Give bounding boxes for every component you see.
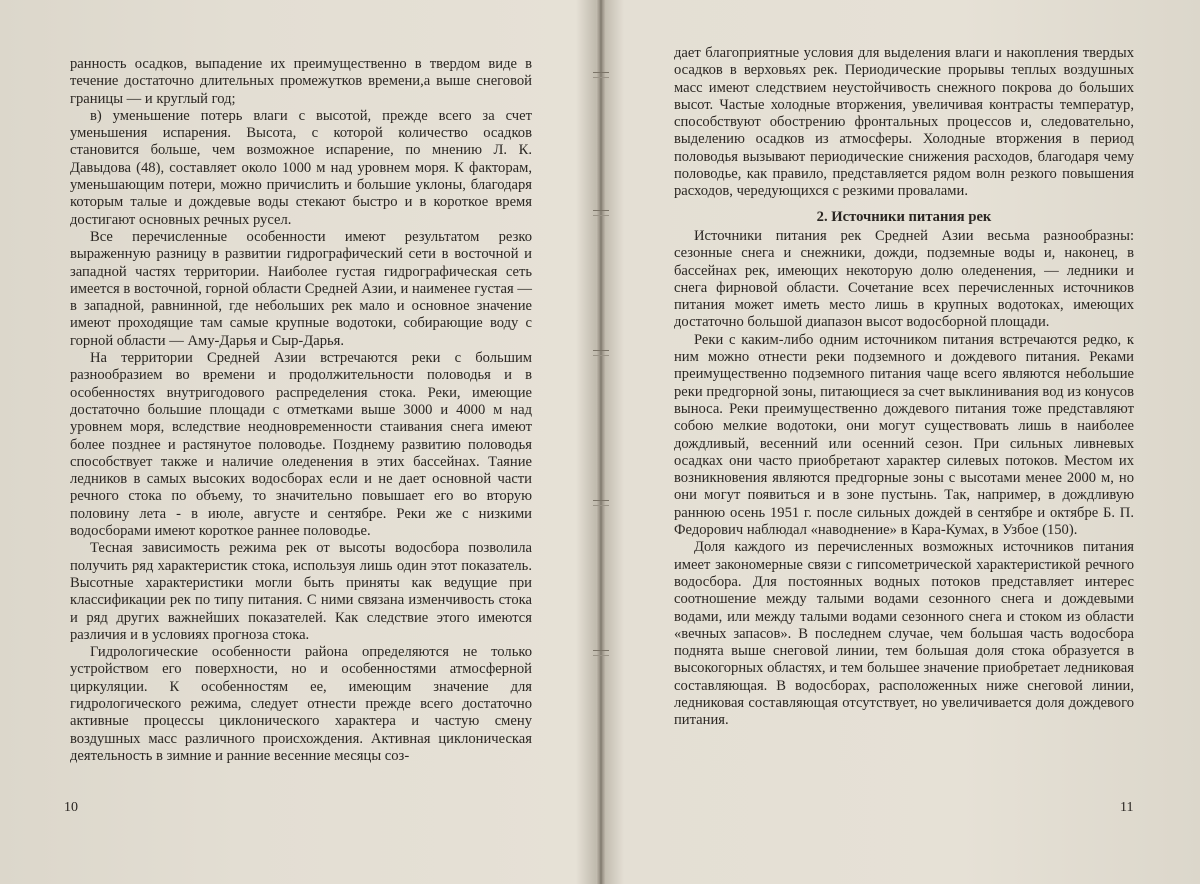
paragraph: в) уменьшение потерь влаги с высотой, прежде всего за счет уменьшения испарения. Высота, с которой количество осадков становится больше, чем возможное испарение, по мнению Л. К. Давыдова (48), составляет около 1000 м над уровнем моря. К факторам, уменьшающим потери, можно причислить и большие уклоны, благодаря которым талые и дождевые воды стекают быстро и в короткое время достигают основных речных русел.	[70, 107, 532, 228]
paragraph: дает благоприятные условия для выделения влаги и накопления твердых осадков в верховьях рек. Периодические прорывы теплых воздушных масс имеют следствием неустойчивость снежного покрова до больших высот. Частые холодные вторжения, увеличивая контрасты температур, способствуют обострению фронтальных процессов и, следовательно, выделению осадков из атмосферы. Холодные вторжения в период половодья вызывают периодические снижения расходов, благодаря чему половодье, как правило, представляется рядом волн резкого повышения расходов, чередующихся с резкими провалами.	[674, 45, 1134, 200]
page-number: 11	[1120, 800, 1134, 815]
left-page-text	[70, 56, 532, 765]
paragraph: Все перечисленные особенности имеют результатом резко выраженную разницу в развитии гидрографический сети в восточной и западной частях территории. Наиболее густая гидрографическая сеть имеется в восточной, горной области Средней Азии, и наименее густая — в западной, равнинной, где небольших рек мало и основное значение имеют проходящие там самые крупные водотоки, собирающие воду с горной области — Аму-Дарья и Сыр-Дарья.	[70, 228, 532, 349]
paragraph: Тесная зависимость режима рек от высоты водосбора позволила получить ряд характеристик стока, используя лишь один этот показатель. Высотные характеристики могли быть приняты как ведущие при классификации рек по типу питания. С ними связана изменчивость стока и ряд других важнейших показателей. Как следствие этого имеются различия и в условиях прогноза стока.	[70, 540, 532, 643]
paragraph: На территории Средней Азии встречаются реки с большим разнообразием во времени и продолжительности половодья и в особенностях внутригодового распределения стока. Реки, имеющие достаточно большие площади с отметками выше 3000 и 4000 м над уровнем моря, вследствие неодновременности стаивания снега имеют более позднее и растянутое половодье. Позднему развитию половодья способствует также и наличие оледенения в этих бассейнах. Таяние ледников в самых высоких водосборах если и не дает основной части речного стока по объему, то значительно повышает его во вторую половину лета - в июле, августе и сентябре. Реки же с низкими водосборами имеют короткое раннее половодье.	[70, 350, 532, 540]
paragraph: ранность осадков, выпадение их преимущественно в твердом виде в течение достаточно длительных промежутков времени,а выше снеговой границы — и круглый год;	[70, 56, 532, 107]
paragraph: Реки с каким-либо одним источником питания встречаются редко, к ним можно отнести реки подземного и дождевого питания. Реками преимущественно подземного питания чаще всего являются небольшие реки предгорной зоны, питающиеся за счет выклинивания вод из конусов выноса. Реки преимущественно дождевого питания тоже представляют собою мелкие водотоки, они могут существовать лишь в наиболее дождливый, весенний или осенний сезон. При сильных ливневых осадках они часто приобретают характер силевых потоков. Местом их возникновения являются предгорные зоны с высотами менее 2000 м, но они могут появиться и в зоне пустынь. Так, например, в дождливую раннюю осень 1951 г. после сильных дождей в сентябре и октябре Б. П. Федорович наблюдал «наводнение» в Кара-Кумах, в Узбое (150).	[674, 331, 1134, 539]
section-heading: 2. Источники питания рек	[816, 208, 992, 225]
paragraph: Гидрологические особенности района определяются не только устройством его поверхности, но и особенностями атмосферной циркуляции. К особенностям ее, имеющим значение для гидрологического режима, следует отнести прежде всего достаточно активные процессы циклонического характера и частую смену воздушных масс различного происхождения. Активная циклоническая деятельность в зимние и ранние весенние месяцы соз-	[70, 644, 532, 764]
page-number: 10	[64, 800, 78, 815]
right-page-text	[674, 45, 1134, 730]
paragraph: Источники питания рек Средней Азии весьма разнообразны: сезонные снега и снежники, дожди, подземные воды и, наконец, в бассейнах рек, имеющих некоторую долю оледенения, — ледники и снега фирновой области. Сочетание всех перечисленных источников питания может иметь место лишь в крупных водотоках, имеющих достаточно большой диапазон высот водосборной площади.	[674, 227, 1134, 331]
paragraph: Доля каждого из перечисленных возможных источников питания имеет закономерные связи с гипсометрической характеристикой речного водосбора. Для постоянных водных потоков представляет интерес соотношение между талыми водами сезонного снега и дождевыми водами, или между талыми водами сезонного снега и стоком из области «вечных запасов». В последнем случае, чем большая часть водосбора поднята выше снеговой линии, тем большая доля стока образуется в высокогорных областях, и тем большее значение приобретает ледниковая составляющая. В водосборах, расположенных ниже снеговой линии, ледниковая составляющая отсутствует, но увеличивается доля дождевого питания.	[674, 539, 1134, 729]
right-page	[602, 0, 1200, 884]
